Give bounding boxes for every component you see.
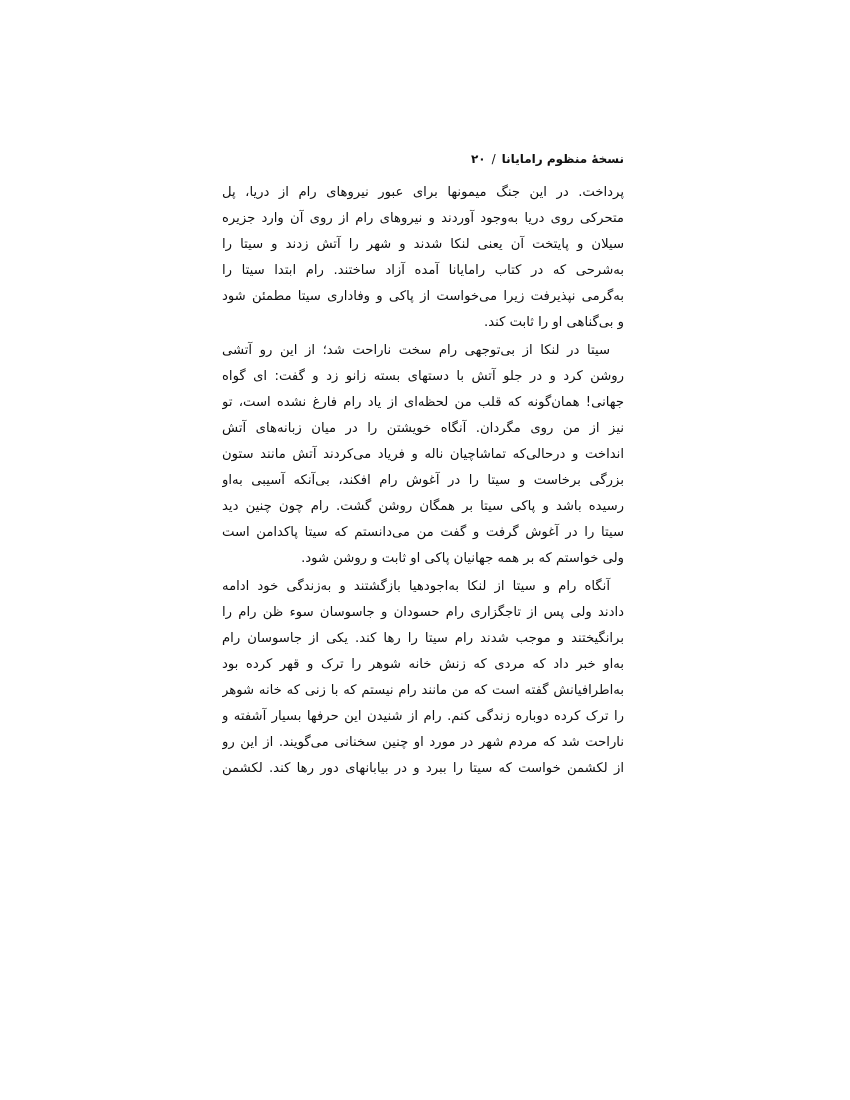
text-line: انداخت و درحالی‌که تماشاچیان ناله و فریاد می‌کردند آتش مانند ستون (222, 447, 624, 462)
paragraph-3 (222, 574, 624, 782)
text-line: سیتا را در آغوش گرفت و گفت من می‌دانستم که سیتا پاکدامن است (222, 525, 624, 540)
page-number: ۲۰ (470, 152, 486, 166)
text-line: دادند ولی پس از تاجگزاری رام حسودان و جاسوسان سوء ظن رام را (222, 605, 624, 620)
text-line: رسیده باشد و پاکی سیتا بر همگان روشن گشت. رام چون چنین دید (222, 499, 624, 514)
text-line: از لکشمن خواست که سیتا را ببرد و در بیابانهای دور رها کند. لکشمن (222, 761, 624, 776)
text-line: به‌شرحی که در کتاب رامایانا آمده آزاد ساختند. رام ابتدا سیتا را (222, 263, 624, 278)
header-separator: / (491, 152, 496, 166)
text-line: سیلان و پایتخت آن یعنی لنکا شدند و شهر را آتش زدند و سیتا را (222, 237, 624, 252)
text-line: پرداخت. در این جنگ میمونها برای عبور نیروهای رام از دریا، پل (222, 185, 624, 200)
text-line: برانگیختند و موجب شدند رام سیتا را رها کند. یکی از جاسوسان رام (222, 631, 624, 646)
text-line: ناراحت شد که مردم شهر در مورد او چنین سخنانی می‌گویند. از این رو (222, 735, 624, 750)
text-line: و بی‌گناهی او را ثابت کند. (484, 315, 624, 330)
paragraph-2 (222, 338, 624, 572)
body-text (222, 180, 624, 782)
text-line: سیتا در لنکا از بی‌توجهی رام سخت ناراحت شد؛ از این رو آتشی (222, 343, 610, 358)
text-line: به‌اطرافیانش گفته است که من مانند رام نیستم که با زنی که خانه شوهر (222, 683, 624, 698)
book-title: نسخهٔ منظوم رامایانا (501, 152, 624, 166)
text-line: به‌گرمی نپذیرفت زیرا می‌خواست از پاکی و وفاداری سیتا مطمئن شود (222, 289, 624, 304)
text-line: متحرکی روی دریا به‌وجود آوردند و نیروهای رام از روی آن وارد جزیره (222, 211, 624, 226)
text-line: بزرگی برخاست و سیتا را در آغوش رام افکند، بی‌آنکه آسیبی به‌او (222, 473, 624, 488)
text-line: جهانی! همان‌گونه که قلب من لحظه‌ای از یاد رام فارغ نشده است، تو (222, 395, 624, 410)
paragraph-1 (222, 180, 624, 336)
text-line: ولی خواستم که بر همه جهانیان پاکی او ثابت و روشن شود. (301, 551, 624, 566)
text-line: روشن کرد و در جلو آتش با دستهای بسته زانو زد و گفت: ای گواه (222, 369, 624, 384)
text-line: آنگاه رام و سیتا از لنکا به‌اجودهیا بازگشتند و به‌زندگی خود ادامه (222, 579, 610, 594)
text-line: نیز از من روی مگردان. آنگاه خویشتن را در میان زبانه‌های آتش (222, 421, 624, 436)
text-line: به‌او خبر داد که مردی که زنش خانه شوهر را ترک و قهر کرده بود (222, 657, 624, 672)
text-line: را ترک کرده دوباره زندگی کنم. رام از شنیدن این حرفها بسیار آشفته و (222, 709, 624, 724)
running-header (222, 150, 624, 168)
